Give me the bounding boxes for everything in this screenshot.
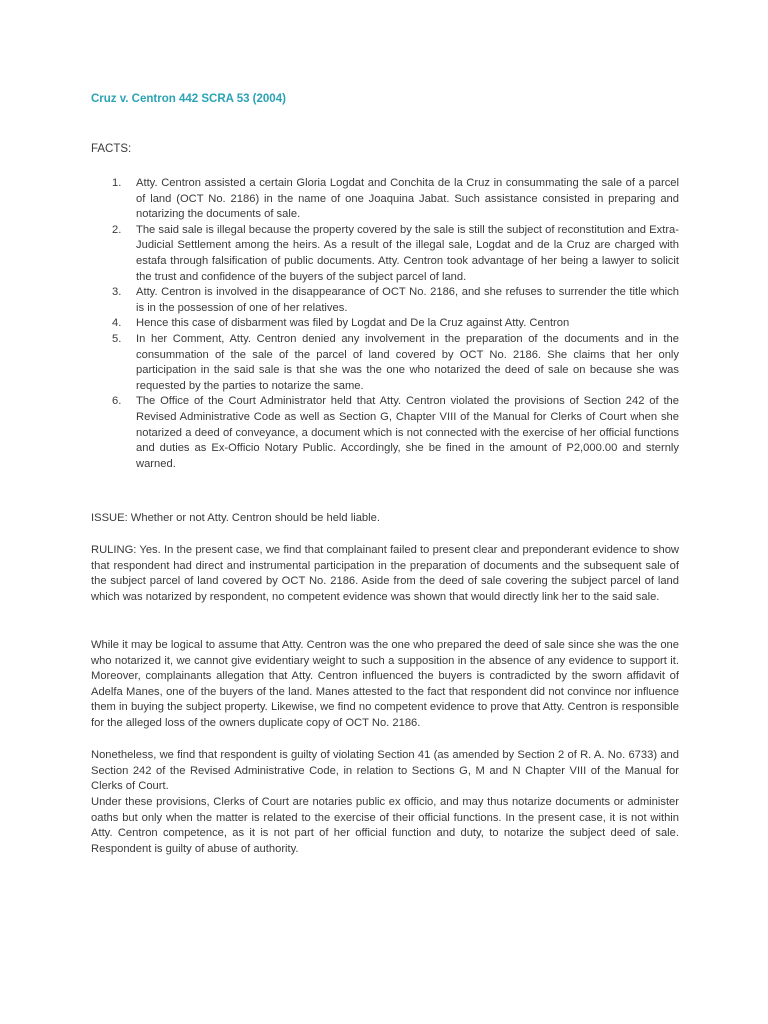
body-paragraph: While it may be logical to assume that Atty. Centron was the one who prepared the deed of sale since she was the one who notarized it, we cannot give evidentiary weight to such a supposition in the absence of any evidence to support it. Moreover, complainants allegation that Atty. Centron influenced the buyers is contradicted by the sworn affidavit of Adelfa Manes, one of the buyers of the land. Manes attested to the fact that respondent did not convince nor influence them in buying the subject property. Likewise, we find no competent evidence to prove that Atty. Centron is responsible for the alleged loss of the owners duplicate copy of OCT No. 2186. — [91, 639, 679, 729]
facts-heading: FACTS: — [91, 143, 132, 155]
fact-text: Atty. Centron assisted a certain Gloria Logdat and Conchita de la Cruz in consummating the sale of a parcel of land (OCT No. 2186) in the name of one Joaquina Jabat. Such assistance consisted in preparing and notarizing the documents of sale. — [136, 177, 679, 221]
ruling-paragraph: RULING: Yes. In the present case, we find that complainant failed to present clear and preponderant evidence to show that respondent had direct and instrumental participation in the preparation of documents and the subsequent sale of the subject parcel of land covered by OCT No. 2186. Aside from the deed of sale covering the subject parcel of land which was notarized by respondent, no competent evidence was shown that would directly link her to the said sale. — [91, 544, 679, 603]
fact-number: 2. — [112, 223, 122, 236]
fact-number: 6. — [112, 395, 122, 408]
fact-text: The Office of the Court Administrator held that Atty. Centron violated the provisions of Section 242 of the Revised Administrative Code as well as Section G, Chapter VIII of the Manual for Clerks of Court when she notarized a deed of conveyance, a document which is not connected with the exercise of her official functions and duties as Ex-Officio Notary Public. Accordingly, she be fined in the amount of P2,000.00 and sternly warned. — [136, 395, 679, 470]
fact-text: Atty. Centron is involved in the disappearance of OCT No. 2186, and she refuses to surrender the title which is in the possession of one of her relatives. — [136, 286, 679, 314]
fact-number: 4. — [112, 317, 122, 330]
fact-item — [91, 176, 679, 223]
facts-list — [91, 176, 679, 472]
fact-item — [91, 394, 679, 472]
body-paragraph: Nonetheless, we find that respondent is guilty of violating Section 41 (as amended by Section 2 of R. A. No. 6733) and Section 242 of the Revised Administrative Code, in relation to Sections G, M and N Chapter VIII of the Manual for Clerks of Court. — [91, 749, 679, 793]
fact-text: In her Comment, Atty. Centron denied any involvement in the preparation of the documents and in the consummation of the sale of the parcel of land covered by OCT No. 2186. She claims that her only participation in the said sale is that she was the one who notarized the deed of sale on because she was requested by the parties to notarize the same. — [136, 332, 679, 392]
fact-item — [91, 223, 679, 285]
fact-text: The said sale is illegal because the property covered by the sale is still the subject of reconstitution and Extra-Judicial Settlement among the heirs. As a result of the illegal sale, Logdat and de la Cruz are charged with estafa through falsification of public documents. Atty. Centron took advantage of her being a lawyer to solicit the trust and confidence of the buyers of the subject parcel of land. — [136, 223, 679, 283]
issue-paragraph: ISSUE: Whether or not Atty. Centron should be held liable. — [91, 512, 380, 524]
fact-item — [91, 285, 679, 316]
case-title: Cruz v. Centron 442 SCRA 53 (2004) — [91, 93, 286, 105]
fact-item — [91, 316, 679, 332]
fact-number: 5. — [112, 332, 122, 345]
body-paragraph: Under these provisions, Clerks of Court are notaries public ex officio, and may thus notarize documents or administer oaths but only when the matter is related to the exercise of their official functions. In the present case, it is not within Atty. Centron competence, as it is not part of her official function and duty, to notarize the subject deed of sale. Respondent is guilty of abuse of authority. — [91, 796, 679, 855]
fact-item — [91, 332, 679, 394]
fact-number: 3. — [112, 286, 122, 299]
fact-text: Hence this case of disbarment was filed by Logdat and De la Cruz against Atty. Centron — [136, 317, 570, 330]
fact-number: 1. — [112, 177, 122, 189]
